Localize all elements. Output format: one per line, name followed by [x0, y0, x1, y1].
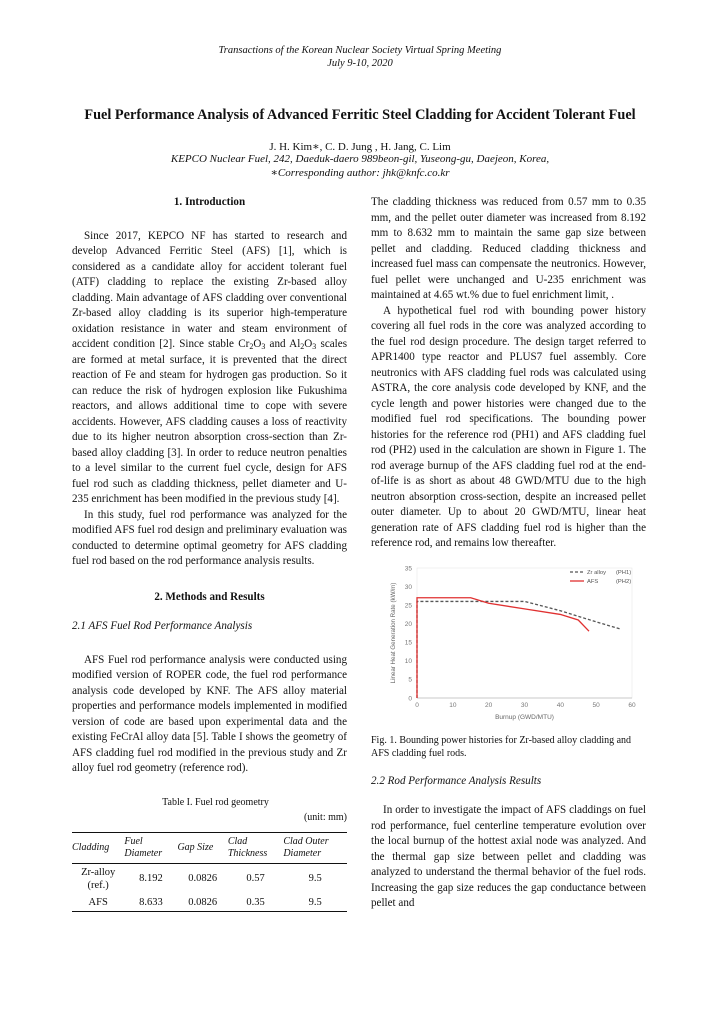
- subsection-heading-2-1: 2.1 AFS Fuel Rod Performance Analysis: [72, 620, 253, 632]
- table-cell: 8.192: [139, 873, 163, 884]
- subscript: 2: [249, 342, 254, 351]
- affiliation: KEPCO Nuclear Fuel, 242, Daeduk-daero 989beon-gil, Yuseong-gu, Daejeon, Korea,: [170, 153, 550, 165]
- section-heading-introduction: 1. Introduction: [173, 196, 246, 208]
- subscript: 3: [312, 342, 317, 351]
- x-tick-label: 40: [556, 701, 564, 709]
- running-header-line1: Transactions of the Korean Nuclear Society Virtual Spring Meeting: [218, 45, 502, 56]
- section-heading-methods: 2. Methods and Results: [154, 590, 265, 603]
- y-tick-label: 35: [404, 564, 412, 572]
- x-tick-label: 50: [592, 701, 600, 709]
- legend-tag: (PH2): [616, 578, 632, 585]
- table-cell: 8.633: [124, 894, 177, 912]
- paragraph-2-1: AFS Fuel rod performance analysis were conducted using modified version of ROPER code, the fuel rod performance analysis code developed by KNF. The AFS alloy material properties and performance models implemented in modified version of code are based upon experimental data and the existing FeCrAl alloy data [5]. Table I shows the geometry of AFS cladding fuel rod modified in the previous study and Zr alloy fuel rod geometry (reference rod).: [72, 653, 347, 774]
- y-tick-label: 30: [404, 583, 412, 591]
- table-header-cell: Cladding: [72, 832, 124, 863]
- table-header-cell: Gap Size: [177, 832, 227, 863]
- intro-p1-text-d: O: [304, 338, 313, 350]
- legend-label: AFS: [587, 578, 599, 585]
- y-axis-label: Linear Heat Generation Rate (kW/m): [390, 582, 397, 683]
- subsection-heading-2-2: 2.2 Rod Performance Analysis Results: [371, 774, 542, 787]
- y-tick-label: 0: [408, 694, 412, 702]
- intro-p1-text-a: Since 2017, KEPCO NF has started to research and develop Advanced Ferritic Steel (AFS) [1], which is considered as a candidate alloy for accident tolerant fuel (ATF) cladding to replace the existing Zr-based alloy cladding. Main advantage of AFS cladding over conventional Zr-based alloy cladding is its superior high-temperature oxidation resistance in water and steam environment of accident condition [2]. Since stable Cr: [72, 229, 347, 350]
- x-tick-label: 0: [415, 701, 419, 709]
- legend-label: Zr alloy: [587, 569, 607, 576]
- intro-paragraph-2: In this study, fuel rod performance was analyzed for the modified AFS fuel rod design and preliminary evaluation was conducted to determine optimal geometry for AFS cladding fuel rod based on the rod performance analysis results.: [72, 508, 347, 567]
- paragraph-2-2: In order to investigate the impact of AFS claddings on fuel rod performance, fuel centerline temperature evolution over the local burnup of the hottest axial node was analyzed. And the thermal gap size between pellet and cladding was analyzed to understand the thermal behavior of the fuel rods. Increasing the gap size reduces the gap conductance between pellet and: [371, 804, 646, 909]
- y-tick-label: 20: [404, 620, 412, 628]
- table-row: [72, 894, 347, 912]
- right-column: [371, 195, 646, 912]
- subscript: 2: [300, 342, 305, 351]
- table-cell: 0.35: [228, 894, 283, 912]
- y-tick-label: 25: [404, 601, 412, 609]
- x-axis-label: Burnup (GWD/MTU): [495, 713, 554, 721]
- intro-p1-text-e: scales are formed at metal surface, it is prevented that the direct reaction of Fe and steam for hydrogen gas production. So it can reduce the risk of hydrogen explosion like Fukushima reactors, and allows additional time to cope with severe accidents. However, AFS cladding causes a loss of reactivity due to its higher neutron absorption cross-section than Zr-based alloy cladding [3]. In order to reduce neutron penalties to a level similar to the current fuel cycle, design for AFS fuel rod such as cladding thickness, pellet diameter and U-235 enrichment has been modified in the previous study [4].: [72, 338, 348, 505]
- figure-caption: Fig. 1. Bounding power histories for Zr-based alloy cladding and AFS cladding fuel rods.: [371, 734, 632, 759]
- authors: J. H. Kim∗, C. D. Jung , H. Jang, C. Lim: [269, 141, 451, 153]
- corresponding-author: ∗Corresponding author: jhk@knfc.co.kr: [270, 167, 450, 179]
- table-header-cell: Fuel Diameter: [124, 832, 177, 863]
- table-header-cell: Clad Thickness: [228, 832, 283, 863]
- intro-p1-text-b: O: [253, 338, 262, 350]
- table-title: Table I. Fuel rod geometry: [162, 796, 269, 808]
- running-header-line2: July 9-10, 2020: [327, 58, 393, 69]
- table-cell: 0.0826: [177, 894, 227, 912]
- table-cell: Zr-alloy (ref.): [81, 866, 116, 891]
- plot-area: [417, 568, 632, 698]
- paper-title: Fuel Performance Analysis of Advanced Ferritic Steel Cladding for Accident Tolerant Fuel: [84, 107, 636, 123]
- power-history-chart: [371, 558, 646, 726]
- subscript: 3: [261, 342, 266, 351]
- table-cell: 9.5: [283, 894, 347, 912]
- x-tick-label: 60: [628, 701, 636, 709]
- x-tick-label: 30: [520, 701, 529, 709]
- table-cell: AFS: [72, 894, 124, 912]
- intro-paragraph-1: [72, 229, 347, 508]
- table-cell: 0.57: [246, 873, 265, 884]
- table-cell: 9.5: [308, 873, 322, 884]
- legend-tag: (PH1): [616, 569, 632, 576]
- y-tick-label: 15: [404, 639, 412, 647]
- x-tick-label: 10: [449, 701, 457, 709]
- intro-p1-text-c: and Al: [265, 338, 301, 350]
- table-unit: (unit: mm): [303, 812, 347, 823]
- geometry-table: [72, 832, 347, 912]
- figure-1: [371, 558, 646, 726]
- y-tick-label: 10: [404, 657, 412, 665]
- left-column: [72, 195, 347, 912]
- y-tick-label: 5: [408, 676, 412, 684]
- series-line-zr-alloy: [417, 601, 621, 698]
- table-cell: 0.0826: [188, 873, 218, 884]
- series-line-afs: [417, 597, 589, 697]
- x-tick-label: 20: [485, 701, 493, 709]
- table-header-cell: Clad Outer Diameter: [283, 832, 347, 863]
- table-row: [72, 863, 347, 894]
- right-paragraph-1: The cladding thickness was reduced from 0.57 mm to 0.35 mm, and the pellet outer diameter was increased from 8.192 mm to 8.632 mm to maintain the same gap size between pellet and cladding. Reduced cladding thickness and increased fuel mass can compensate the neutronics. However, fuel pellet were unchanged and U-235 enrichment was maintained at 4.65 wt.% due to fuel enrichment limit, .: [371, 196, 646, 301]
- right-paragraph-2: A hypothetical fuel rod with bounding power history covering all fuel rods in the core was analyzed according to the fuel rod design procedure. The design target referred to APR1400 type reactor and PLUS7 fuel assembly. Core neutronics with AFS cladding fuel rods was calculated using ASTRA, the core analysis code developed by KNF, and the cycle length and power histories were changed due to the modified fuel rod specifications. The bounding power histories for the reference rod (PH1) and AFS cladding fuel rod (PH2) used in the calculation are shown in Figure 1. The rod average burnup of the AFS cladding fuel rod at the end-of-life is as short as about 48 GWD/MTU due to the high neutron absorption cross-section, despite an increased pellet outer diameter. Up to about 20 GWD/MTU, linear heat generation rate of AFS cladding fuel rod is higher than the reference rod, and remains low thereafter.: [371, 304, 646, 549]
